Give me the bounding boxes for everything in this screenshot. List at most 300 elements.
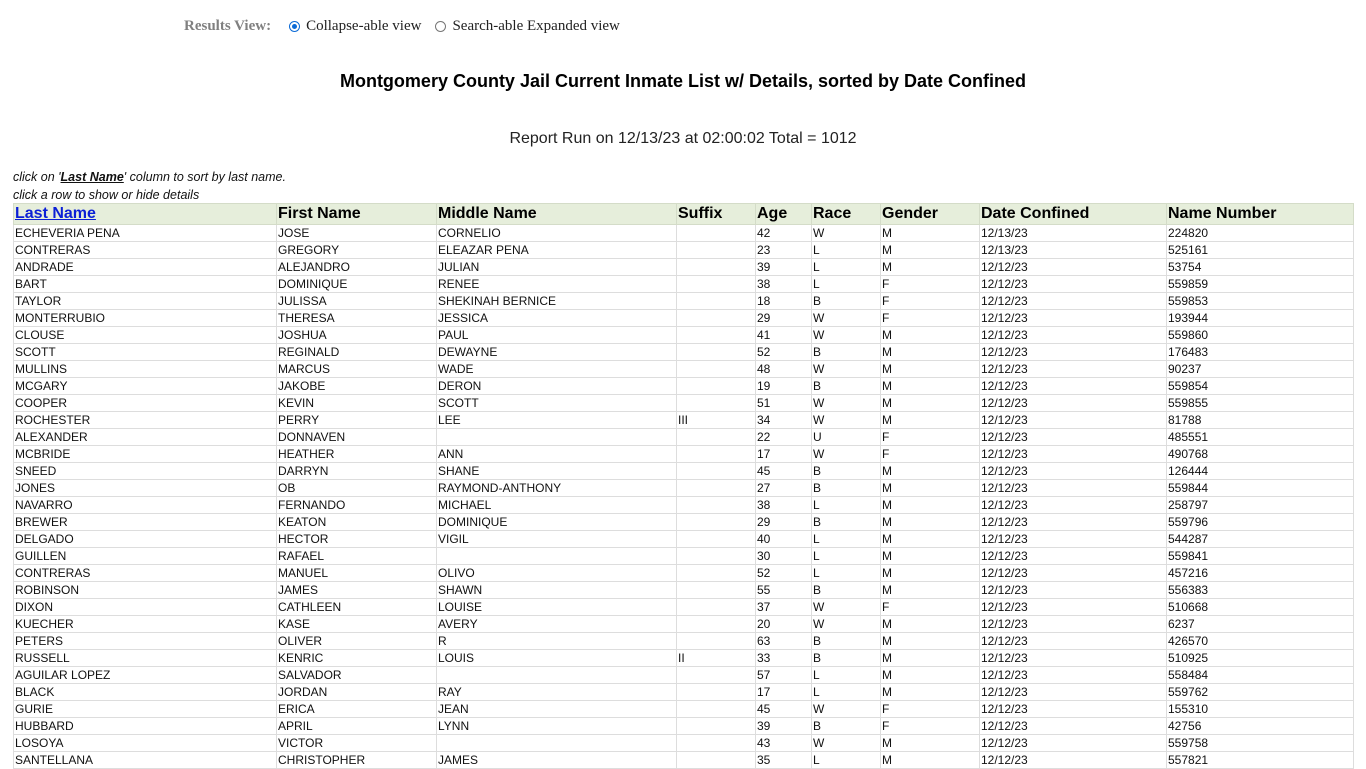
cell-suffix xyxy=(677,718,756,735)
cell-date-confined: 12/12/23 xyxy=(980,548,1167,565)
cell-name-number: 126444 xyxy=(1167,463,1354,480)
cell-age: 57 xyxy=(756,667,812,684)
cell-suffix xyxy=(677,276,756,293)
cell-first-name: JAKOBE xyxy=(277,378,437,395)
table-row[interactable] xyxy=(14,225,1354,242)
table-row[interactable] xyxy=(14,412,1354,429)
cell-first-name: GREGORY xyxy=(277,242,437,259)
cell-middle-name: LYNN xyxy=(437,718,677,735)
cell-first-name: HEATHER xyxy=(277,446,437,463)
cell-age: 45 xyxy=(756,463,812,480)
cell-last-name: SNEED xyxy=(14,463,277,480)
cell-date-confined: 12/12/23 xyxy=(980,701,1167,718)
cell-date-confined: 12/12/23 xyxy=(980,667,1167,684)
cell-name-number: 558484 xyxy=(1167,667,1354,684)
table-row[interactable] xyxy=(14,446,1354,463)
header-last-name[interactable] xyxy=(14,204,277,225)
cell-first-name: HECTOR xyxy=(277,531,437,548)
cell-first-name: DONNAVEN xyxy=(277,429,437,446)
cell-race: W xyxy=(812,701,881,718)
cell-age: 27 xyxy=(756,480,812,497)
cell-age: 33 xyxy=(756,650,812,667)
cell-last-name: AGUILAR LOPEZ xyxy=(14,667,277,684)
cell-name-number: 559853 xyxy=(1167,293,1354,310)
cell-date-confined: 12/12/23 xyxy=(980,259,1167,276)
cell-gender: F xyxy=(881,310,980,327)
cell-age: 18 xyxy=(756,293,812,310)
cell-name-number: 559844 xyxy=(1167,480,1354,497)
cell-date-confined: 12/12/23 xyxy=(980,718,1167,735)
cell-first-name: KEATON xyxy=(277,514,437,531)
table-row[interactable] xyxy=(14,259,1354,276)
cell-gender: M xyxy=(881,480,980,497)
cell-middle-name: RAY xyxy=(437,684,677,701)
cell-name-number: 559841 xyxy=(1167,548,1354,565)
cell-middle-name: JEAN xyxy=(437,701,677,718)
cell-name-number: 457216 xyxy=(1167,565,1354,582)
instructions xyxy=(13,168,286,204)
cell-gender: F xyxy=(881,701,980,718)
cell-middle-name: MICHAEL xyxy=(437,497,677,514)
cell-suffix xyxy=(677,582,756,599)
cell-race: B xyxy=(812,650,881,667)
cell-race: L xyxy=(812,276,881,293)
table-row[interactable] xyxy=(14,361,1354,378)
cell-gender: M xyxy=(881,361,980,378)
results-view-label: Results View: xyxy=(184,17,272,34)
cell-name-number: 559758 xyxy=(1167,735,1354,752)
cell-date-confined: 12/12/23 xyxy=(980,633,1167,650)
cell-middle-name xyxy=(437,548,677,565)
expanded-view-option[interactable] xyxy=(435,18,619,35)
cell-gender: M xyxy=(881,378,980,395)
cell-age: 55 xyxy=(756,582,812,599)
page-title: Montgomery County Jail Current Inmate List w/ Details, sorted by Date Confined xyxy=(339,71,1027,91)
cell-age: 51 xyxy=(756,395,812,412)
cell-date-confined: 12/12/23 xyxy=(980,582,1167,599)
cell-name-number: 559854 xyxy=(1167,378,1354,395)
cell-date-confined: 12/12/23 xyxy=(980,310,1167,327)
cell-age: 43 xyxy=(756,735,812,752)
cell-date-confined: 12/12/23 xyxy=(980,463,1167,480)
cell-race: U xyxy=(812,429,881,446)
cell-age: 23 xyxy=(756,242,812,259)
cell-age: 40 xyxy=(756,531,812,548)
cell-last-name: GUILLEN xyxy=(14,548,277,565)
cell-suffix xyxy=(677,667,756,684)
cell-date-confined: 12/12/23 xyxy=(980,735,1167,752)
table-row[interactable] xyxy=(14,514,1354,531)
cell-race: W xyxy=(812,310,881,327)
cell-middle-name: AVERY xyxy=(437,616,677,633)
cell-gender: M xyxy=(881,531,980,548)
cell-date-confined: 12/12/23 xyxy=(980,412,1167,429)
inmate-table xyxy=(13,203,1354,769)
cell-race: W xyxy=(812,446,881,463)
cell-name-number: 176483 xyxy=(1167,344,1354,361)
cell-gender: M xyxy=(881,327,980,344)
cell-middle-name: LEE xyxy=(437,412,677,429)
cell-date-confined: 12/12/23 xyxy=(980,752,1167,769)
cell-middle-name: WADE xyxy=(437,361,677,378)
cell-suffix xyxy=(677,344,756,361)
cell-first-name: JULISSA xyxy=(277,293,437,310)
cell-middle-name: SCOTT xyxy=(437,395,677,412)
table-row[interactable] xyxy=(14,650,1354,667)
cell-suffix xyxy=(677,225,756,242)
cell-first-name: RAFAEL xyxy=(277,548,437,565)
cell-age: 37 xyxy=(756,599,812,616)
cell-race: L xyxy=(812,667,881,684)
header-suffix: Suffix xyxy=(677,204,756,225)
cell-gender: M xyxy=(881,225,980,242)
cell-suffix xyxy=(677,616,756,633)
table-header-row xyxy=(14,204,1354,225)
table-row[interactable] xyxy=(14,378,1354,395)
cell-suffix xyxy=(677,684,756,701)
table-row[interactable] xyxy=(14,344,1354,361)
cell-gender: F xyxy=(881,276,980,293)
cell-middle-name: DERON xyxy=(437,378,677,395)
header-middle-name: Middle Name xyxy=(437,204,677,225)
cell-gender: M xyxy=(881,412,980,429)
cell-date-confined: 12/12/23 xyxy=(980,599,1167,616)
cell-race: B xyxy=(812,514,881,531)
table-row[interactable] xyxy=(14,276,1354,293)
cell-age: 52 xyxy=(756,565,812,582)
cell-middle-name: VIGIL xyxy=(437,531,677,548)
cell-age: 20 xyxy=(756,616,812,633)
cell-age: 45 xyxy=(756,701,812,718)
cell-suffix xyxy=(677,446,756,463)
cell-last-name: BREWER xyxy=(14,514,277,531)
cell-middle-name: RENEE xyxy=(437,276,677,293)
cell-first-name: DARRYN xyxy=(277,463,437,480)
cell-name-number: 510668 xyxy=(1167,599,1354,616)
cell-middle-name: SHEKINAH BERNICE xyxy=(437,293,677,310)
cell-race: B xyxy=(812,344,881,361)
cell-gender: M xyxy=(881,735,980,752)
cell-age: 42 xyxy=(756,225,812,242)
cell-first-name: JORDAN xyxy=(277,684,437,701)
cell-middle-name: SHAWN xyxy=(437,582,677,599)
cell-first-name: KEVIN xyxy=(277,395,437,412)
cell-date-confined: 12/12/23 xyxy=(980,514,1167,531)
cell-middle-name: ELEAZAR PENA xyxy=(437,242,677,259)
cell-race: B xyxy=(812,378,881,395)
cell-suffix xyxy=(677,548,756,565)
cell-suffix xyxy=(677,361,756,378)
header-race: Race xyxy=(812,204,881,225)
cell-date-confined: 12/12/23 xyxy=(980,616,1167,633)
cell-name-number: 559859 xyxy=(1167,276,1354,293)
cell-last-name: TAYLOR xyxy=(14,293,277,310)
cell-middle-name: LOUISE xyxy=(437,599,677,616)
cell-gender: M xyxy=(881,684,980,701)
cell-first-name: DOMINIQUE xyxy=(277,276,437,293)
cell-last-name: JONES xyxy=(14,480,277,497)
collapse-view-option[interactable] xyxy=(289,18,421,35)
cell-date-confined: 12/12/23 xyxy=(980,327,1167,344)
cell-name-number: 155310 xyxy=(1167,701,1354,718)
cell-first-name: VICTOR xyxy=(277,735,437,752)
table-body xyxy=(14,225,1354,769)
header-age: Age xyxy=(756,204,812,225)
cell-last-name: CONTRERAS xyxy=(14,242,277,259)
cell-last-name: ROCHESTER xyxy=(14,412,277,429)
table-row[interactable] xyxy=(14,497,1354,514)
cell-gender: M xyxy=(881,463,980,480)
results-view-selector xyxy=(184,16,634,36)
cell-gender: F xyxy=(881,429,980,446)
cell-age: 19 xyxy=(756,378,812,395)
cell-name-number: 556383 xyxy=(1167,582,1354,599)
cell-gender: M xyxy=(881,616,980,633)
cell-gender: M xyxy=(881,548,980,565)
cell-age: 22 xyxy=(756,429,812,446)
cell-suffix xyxy=(677,531,756,548)
cell-last-name: MONTERRUBIO xyxy=(14,310,277,327)
cell-middle-name: DEWAYNE xyxy=(437,344,677,361)
cell-middle-name: PAUL xyxy=(437,327,677,344)
cell-first-name: JAMES xyxy=(277,582,437,599)
cell-suffix xyxy=(677,259,756,276)
cell-age: 63 xyxy=(756,633,812,650)
cell-first-name: APRIL xyxy=(277,718,437,735)
cell-age: 29 xyxy=(756,310,812,327)
cell-date-confined: 12/12/23 xyxy=(980,429,1167,446)
cell-race: W xyxy=(812,225,881,242)
cell-gender: M xyxy=(881,497,980,514)
cell-first-name: PERRY xyxy=(277,412,437,429)
cell-name-number: 559860 xyxy=(1167,327,1354,344)
cell-suffix xyxy=(677,327,756,344)
cell-suffix xyxy=(677,514,756,531)
cell-last-name: BART xyxy=(14,276,277,293)
table-row[interactable] xyxy=(14,701,1354,718)
cell-gender: M xyxy=(881,633,980,650)
cell-first-name: SALVADOR xyxy=(277,667,437,684)
cell-last-name: ROBINSON xyxy=(14,582,277,599)
table-row[interactable] xyxy=(14,718,1354,735)
cell-last-name: DELGADO xyxy=(14,531,277,548)
table-row[interactable] xyxy=(14,310,1354,327)
header-date-confined: Date Confined xyxy=(980,204,1167,225)
sort-instruction xyxy=(13,168,286,186)
header-name-number: Name Number xyxy=(1167,204,1354,225)
toggle-instruction: click a row to show or hide details xyxy=(13,188,200,202)
table-row[interactable] xyxy=(14,599,1354,616)
cell-last-name: BLACK xyxy=(14,684,277,701)
table-row[interactable] xyxy=(14,429,1354,446)
cell-first-name: CHRISTOPHER xyxy=(277,752,437,769)
cell-name-number: 559796 xyxy=(1167,514,1354,531)
table-row[interactable] xyxy=(14,531,1354,548)
cell-race: L xyxy=(812,752,881,769)
cell-race: L xyxy=(812,497,881,514)
cell-suffix xyxy=(677,293,756,310)
cell-suffix: III xyxy=(677,412,756,429)
cell-name-number: 490768 xyxy=(1167,446,1354,463)
cell-date-confined: 12/13/23 xyxy=(980,242,1167,259)
cell-race: B xyxy=(812,718,881,735)
table-row[interactable] xyxy=(14,667,1354,684)
table-row[interactable] xyxy=(14,616,1354,633)
cell-date-confined: 12/12/23 xyxy=(980,497,1167,514)
cell-suffix xyxy=(677,310,756,327)
cell-name-number: 90237 xyxy=(1167,361,1354,378)
table-row[interactable] xyxy=(14,684,1354,701)
cell-first-name: KENRIC xyxy=(277,650,437,667)
cell-gender: M xyxy=(881,752,980,769)
cell-age: 34 xyxy=(756,412,812,429)
cell-suffix xyxy=(677,565,756,582)
cell-race: L xyxy=(812,531,881,548)
table-row[interactable] xyxy=(14,480,1354,497)
cell-date-confined: 12/12/23 xyxy=(980,650,1167,667)
header-gender: Gender xyxy=(881,204,980,225)
cell-suffix xyxy=(677,752,756,769)
cell-date-confined: 12/12/23 xyxy=(980,395,1167,412)
table-row[interactable] xyxy=(14,463,1354,480)
cell-race: W xyxy=(812,395,881,412)
table-row[interactable] xyxy=(14,395,1354,412)
cell-name-number: 193944 xyxy=(1167,310,1354,327)
cell-suffix xyxy=(677,633,756,650)
cell-gender: F xyxy=(881,446,980,463)
cell-last-name: COOPER xyxy=(14,395,277,412)
cell-name-number: 258797 xyxy=(1167,497,1354,514)
table-row[interactable] xyxy=(14,548,1354,565)
cell-race: B xyxy=(812,633,881,650)
sort-instruction-link-text: Last Name xyxy=(60,170,124,184)
cell-date-confined: 12/12/23 xyxy=(980,276,1167,293)
cell-first-name: ALEJANDRO xyxy=(277,259,437,276)
cell-gender: M xyxy=(881,344,980,361)
cell-gender: M xyxy=(881,259,980,276)
table-row[interactable] xyxy=(14,633,1354,650)
cell-age: 41 xyxy=(756,327,812,344)
cell-name-number: 559855 xyxy=(1167,395,1354,412)
cell-first-name: KASE xyxy=(277,616,437,633)
cell-race: W xyxy=(812,412,881,429)
cell-race: W xyxy=(812,361,881,378)
cell-gender: F xyxy=(881,599,980,616)
cell-age: 52 xyxy=(756,344,812,361)
cell-last-name: GURIE xyxy=(14,701,277,718)
cell-date-confined: 12/12/23 xyxy=(980,378,1167,395)
expanded-view-label[interactable]: Search-able Expanded view xyxy=(452,17,620,34)
cell-middle-name: LOUIS xyxy=(437,650,677,667)
cell-last-name: CLOUSE xyxy=(14,327,277,344)
cell-name-number: 485551 xyxy=(1167,429,1354,446)
table-row[interactable] xyxy=(14,293,1354,310)
table-row[interactable] xyxy=(14,735,1354,752)
cell-age: 48 xyxy=(756,361,812,378)
cell-race: L xyxy=(812,548,881,565)
cell-race: L xyxy=(812,242,881,259)
cell-age: 30 xyxy=(756,548,812,565)
cell-middle-name xyxy=(437,735,677,752)
cell-race: W xyxy=(812,735,881,752)
cell-first-name: MANUEL xyxy=(277,565,437,582)
cell-middle-name: JULIAN xyxy=(437,259,677,276)
cell-middle-name: DOMINIQUE xyxy=(437,514,677,531)
cell-race: B xyxy=(812,582,881,599)
cell-last-name: KUECHER xyxy=(14,616,277,633)
cell-middle-name: CORNELIO xyxy=(437,225,677,242)
cell-first-name: JOSHUA xyxy=(277,327,437,344)
cell-last-name: MCGARY xyxy=(14,378,277,395)
cell-suffix xyxy=(677,735,756,752)
cell-name-number: 557821 xyxy=(1167,752,1354,769)
cell-name-number: 525161 xyxy=(1167,242,1354,259)
table-row[interactable] xyxy=(14,565,1354,582)
cell-suffix xyxy=(677,242,756,259)
table-row[interactable] xyxy=(14,242,1354,259)
cell-first-name: REGINALD xyxy=(277,344,437,361)
table-row[interactable] xyxy=(14,582,1354,599)
cell-suffix: II xyxy=(677,650,756,667)
cell-first-name: JOSE xyxy=(277,225,437,242)
collapse-view-radio[interactable] xyxy=(289,21,300,32)
cell-date-confined: 12/12/23 xyxy=(980,531,1167,548)
cell-middle-name: OLIVO xyxy=(437,565,677,582)
cell-race: W xyxy=(812,599,881,616)
cell-last-name: MCBRIDE xyxy=(14,446,277,463)
cell-suffix xyxy=(677,497,756,514)
table-row[interactable] xyxy=(14,752,1354,769)
cell-gender: M xyxy=(881,565,980,582)
cell-date-confined: 12/12/23 xyxy=(980,480,1167,497)
cell-race: L xyxy=(812,684,881,701)
cell-name-number: 6237 xyxy=(1167,616,1354,633)
cell-name-number: 510925 xyxy=(1167,650,1354,667)
cell-race: L xyxy=(812,259,881,276)
cell-suffix xyxy=(677,378,756,395)
cell-race: B xyxy=(812,480,881,497)
cell-middle-name: SHANE xyxy=(437,463,677,480)
cell-race: L xyxy=(812,565,881,582)
cell-name-number: 426570 xyxy=(1167,633,1354,650)
cell-date-confined: 12/12/23 xyxy=(980,293,1167,310)
cell-suffix xyxy=(677,701,756,718)
cell-first-name: MARCUS xyxy=(277,361,437,378)
cell-age: 35 xyxy=(756,752,812,769)
cell-race: B xyxy=(812,463,881,480)
cell-last-name: DIXON xyxy=(14,599,277,616)
cell-gender: M xyxy=(881,514,980,531)
sort-last-name-link[interactable]: Last Name xyxy=(15,205,96,222)
expanded-view-radio[interactable] xyxy=(435,21,446,32)
cell-suffix xyxy=(677,395,756,412)
cell-suffix xyxy=(677,463,756,480)
table-row[interactable] xyxy=(14,327,1354,344)
cell-suffix xyxy=(677,429,756,446)
cell-age: 17 xyxy=(756,684,812,701)
cell-name-number: 81788 xyxy=(1167,412,1354,429)
cell-middle-name: JAMES xyxy=(437,752,677,769)
cell-last-name: MULLINS xyxy=(14,361,277,378)
cell-last-name: RUSSELL xyxy=(14,650,277,667)
sort-instruction-suffix: ' column to sort by last name. xyxy=(123,170,286,184)
cell-age: 38 xyxy=(756,276,812,293)
cell-suffix xyxy=(677,599,756,616)
cell-first-name: OLIVER xyxy=(277,633,437,650)
cell-name-number: 224820 xyxy=(1167,225,1354,242)
cell-race: B xyxy=(812,293,881,310)
collapse-view-label[interactable]: Collapse-able view xyxy=(306,17,422,34)
